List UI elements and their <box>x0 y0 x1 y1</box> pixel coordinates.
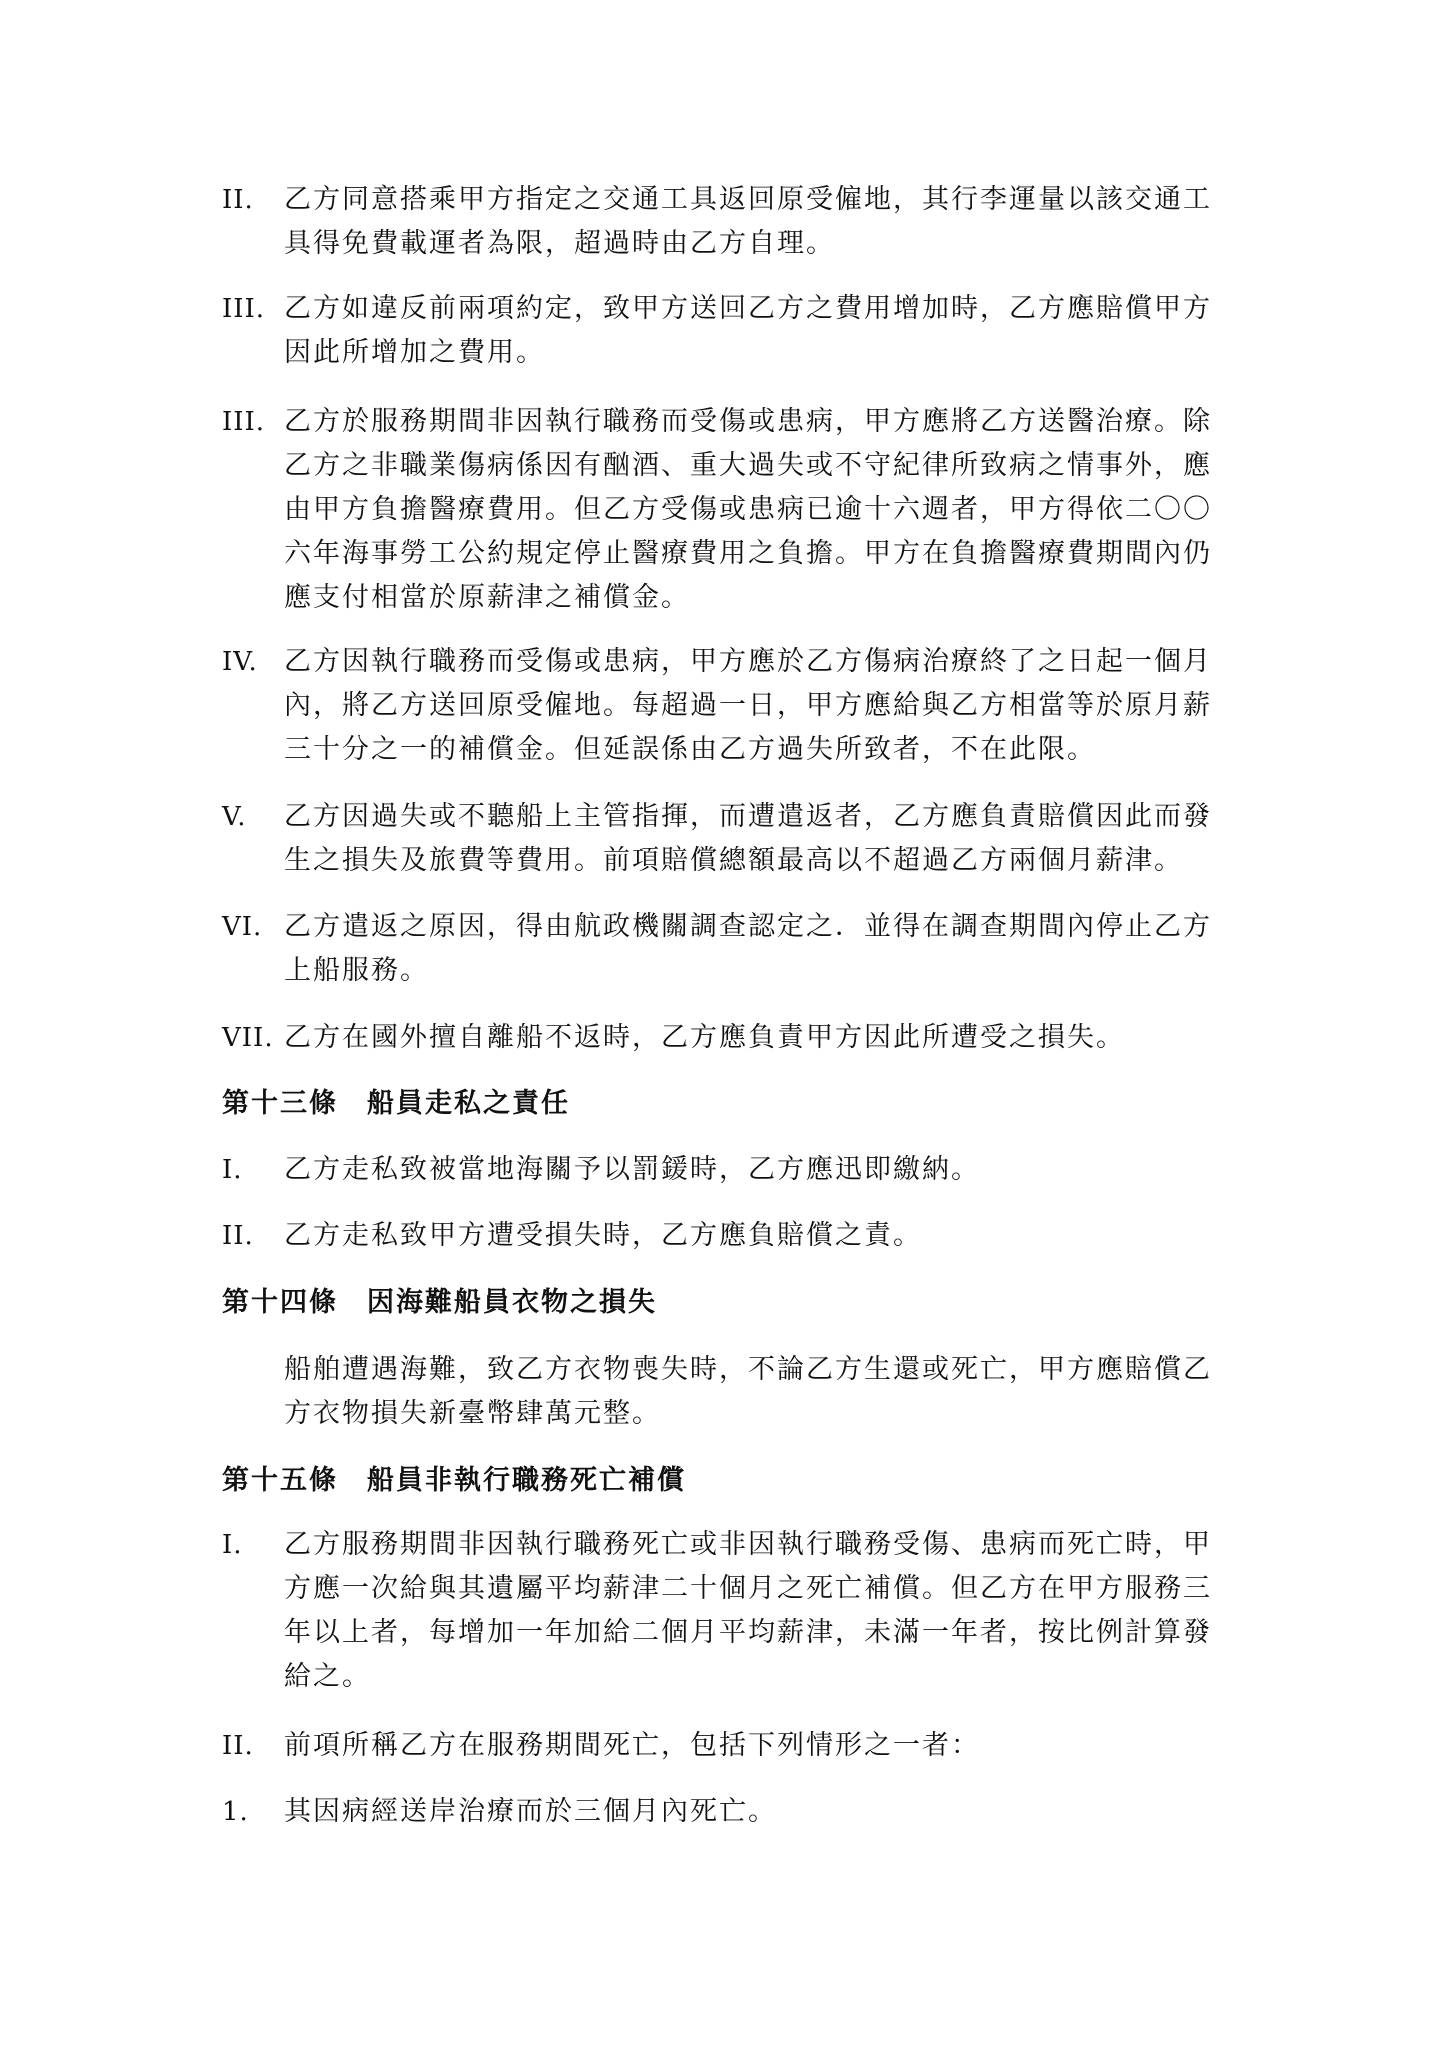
clause-number: V. <box>222 802 247 832</box>
clause-text-line: 乙方在國外擅自離船不返時，乙方應負責甲方因此所遭受之損失。 <box>284 1022 1125 1053</box>
clause-number: II. <box>222 185 254 215</box>
article-heading: 第十四條 因海難船員衣物之損失 <box>222 1287 657 1318</box>
clause-text-line: 年以上者，每增加一年加給二個月平均薪津，未滿一年者，按比例計算發 <box>284 1617 1212 1648</box>
clause-text-line: 六年海事勞工公約規定停止醫療費用之負擔。甲方在負擔醫療費期間內仍 <box>284 538 1212 569</box>
clause-text-line: 方應一次給與其遺屬平均薪津二十個月之死亡補償。但乙方在甲方服務三 <box>284 1573 1212 1604</box>
clause-text-line: 乙方之非職業傷病係因有酗酒、重大過失或不守紀律所致病之情事外，應 <box>284 450 1212 481</box>
clause-text-line: 乙方於服務期間非因執行職務而受傷或患病，甲方應將乙方送醫治療。除 <box>284 406 1212 437</box>
clause-number: II. <box>222 1731 254 1761</box>
clause-text-line: 乙方因執行職務而受傷或患病，甲方應於乙方傷病治療終了之日起一個月 <box>284 646 1212 677</box>
clause-text-line: 由甲方負擔醫療費用。但乙方受傷或患病已逾十六週者，甲方得依二〇〇 <box>284 494 1212 525</box>
clause-text-line: 乙方服務期間非因執行職務死亡或非因執行職務受傷、患病而死亡時，甲 <box>284 1529 1212 1560</box>
clause-number: III. <box>222 294 266 324</box>
paragraph-text-line: 方衣物損失新臺幣肆萬元整。 <box>284 1398 661 1429</box>
clause-text-line: 給之。 <box>284 1661 371 1692</box>
clause-number: I. <box>222 1155 243 1185</box>
clause-text-line: 因此所增加之費用。 <box>284 337 545 368</box>
clause-number: VII. <box>222 1023 274 1053</box>
article-heading: 第十三條 船員走私之責任 <box>222 1088 570 1119</box>
clause-text-line: 前項所稱乙方在服務期間死亡，包括下列情形之一者： <box>284 1730 980 1761</box>
clause-text-line: 乙方走私致甲方遭受損失時，乙方應負賠償之責。 <box>284 1220 922 1251</box>
clause-number: VI. <box>222 912 263 942</box>
clause-text-line: 乙方因過失或不聽船上主管指揮，而遭遣返者，乙方應負責賠償因此而發 <box>284 801 1212 832</box>
clause-text-line: 乙方同意搭乘甲方指定之交通工具返回原受僱地，其行李運量以該交通工 <box>284 184 1212 215</box>
clause-text-line: 乙方遣返之原因，得由航政機關調查認定之．並得在調查期間內停止乙方 <box>284 911 1212 942</box>
clause-text-line: 上船服務。 <box>284 955 429 986</box>
clause-text-line: 乙方如違反前兩項約定，致甲方送回乙方之費用增加時，乙方應賠償甲方 <box>284 293 1212 324</box>
clause-number: 1. <box>222 1797 249 1827</box>
clause-number: III. <box>222 407 266 437</box>
clause-text-line: 內，將乙方送回原受僱地。每超過一日，甲方應給與乙方相當等於原月薪 <box>284 690 1212 721</box>
clause-text-line: 三十分之一的補償金。但延誤係由乙方過失所致者，不在此限。 <box>284 734 1096 765</box>
clause-number: II. <box>222 1221 254 1251</box>
paragraph-text-line: 船舶遭遇海難，致乙方衣物喪失時，不論乙方生還或死亡，甲方應賠償乙 <box>284 1354 1212 1385</box>
clause-text-line: 應支付相當於原薪津之補償金。 <box>284 582 690 613</box>
clause-number: IV. <box>222 647 258 677</box>
clause-text-line: 具得免費載運者為限，超過時由乙方自理。 <box>284 228 835 259</box>
article-heading: 第十五條 船員非執行職務死亡補償 <box>222 1465 686 1496</box>
clause-text-line: 乙方走私致被當地海關予以罰鍰時，乙方應迅即繳納。 <box>284 1154 980 1185</box>
clause-number: I. <box>222 1530 243 1560</box>
clause-text-line: 生之損失及旅費等費用。前項賠償總額最高以不超過乙方兩個月薪津。 <box>284 845 1183 876</box>
clause-text-line: 其因病經送岸治療而於三個月內死亡。 <box>284 1796 777 1827</box>
